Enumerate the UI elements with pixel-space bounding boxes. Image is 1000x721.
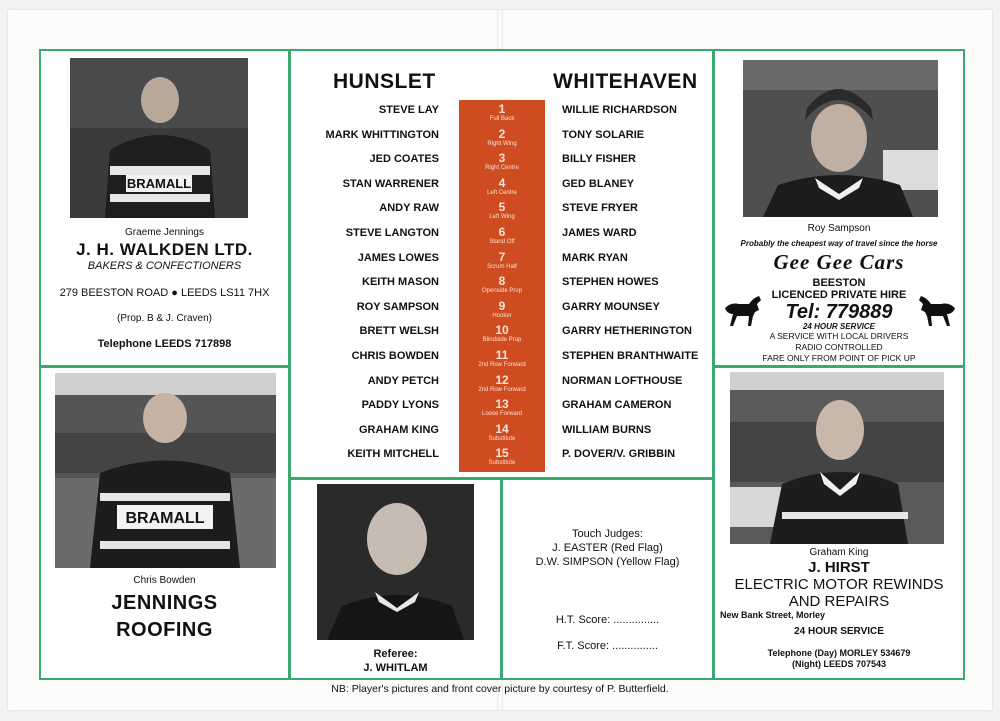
touch-judge-1: J. EASTER (Red Flag) bbox=[552, 542, 663, 554]
roy-sampson-photo bbox=[743, 60, 938, 217]
hirst-line1: ELECTRIC MOTOR REWINDS bbox=[734, 576, 944, 593]
business-name: J. H. WALKDEN LTD. bbox=[76, 240, 253, 259]
geegee-line3: FARE ONLY FROM POINT OF PICK UP bbox=[762, 353, 916, 363]
business-telephone: Telephone LEEDS 717898 bbox=[97, 338, 232, 350]
home-team-heading: HUNSLET bbox=[333, 70, 436, 93]
home-player-name: ROY SAMPSON bbox=[356, 300, 439, 313]
position-label: Blindside Prop bbox=[482, 337, 522, 344]
position-label: Loose Forward bbox=[481, 411, 523, 418]
jennings-advert-panel bbox=[39, 366, 290, 680]
hirst-address: New Bank Street, Morley bbox=[720, 610, 826, 620]
business-address: 279 BEESTON ROAD ● LEEDS LS11 7HX bbox=[59, 287, 270, 299]
walkden-advert-panel bbox=[39, 49, 290, 367]
photo-credit-footer: NB: Player's pictures and front cover picture by courtesy of P. Butterfield. bbox=[331, 683, 669, 695]
officials-panel bbox=[501, 478, 714, 680]
away-player-name: STEPHEN BRANTHWAITE bbox=[562, 350, 699, 362]
hirst-tel-night: (Night) LEEDS 707543 bbox=[791, 659, 887, 669]
photo-caption: Chris Bowden bbox=[133, 575, 196, 586]
graeme-jennings-photo bbox=[70, 58, 248, 218]
referee-name: J. WHITLAM bbox=[363, 662, 428, 674]
home-player-name: JED COATES bbox=[369, 153, 439, 166]
business-proprietors: (Prop. B & J. Craven) bbox=[116, 313, 213, 324]
away-player-name: GRAHAM CAMERON bbox=[562, 399, 672, 412]
position-label: Full Back bbox=[489, 116, 515, 122]
home-player-name: CHRIS BOWDEN bbox=[351, 350, 439, 362]
away-player-name: GARRY HETHERINGTON bbox=[562, 325, 692, 338]
geegee-telephone: Tel: 779889 bbox=[785, 301, 893, 323]
away-player-name: P. DOVER/V. GRIBBIN bbox=[562, 448, 676, 461]
away-player-name: TONY SOLARIE bbox=[562, 128, 645, 141]
away-player-name: GED BLANEY bbox=[562, 177, 635, 190]
photo-caption: Graeme Jennings bbox=[125, 227, 204, 238]
shirt-number: 9 bbox=[498, 298, 506, 313]
horse-left-icon bbox=[721, 294, 765, 328]
photo-caption: Roy Sampson bbox=[807, 223, 871, 234]
shirt-number-column bbox=[459, 100, 545, 472]
home-player-name: STEVE LANGTON bbox=[345, 227, 439, 239]
position-label: 2nd Row Forward bbox=[478, 386, 526, 393]
home-player-name: ANDY PETCH bbox=[367, 374, 439, 387]
shirt-sponsor-text: BRAMALL bbox=[125, 510, 205, 527]
away-player-name: BILLY FISHER bbox=[562, 153, 636, 166]
home-player-name: STAN WARRENER bbox=[342, 177, 439, 190]
shirt-number: 3 bbox=[498, 151, 506, 166]
full-time-score: F.T. Score: ............... bbox=[557, 640, 658, 652]
hirst-service: 24 HOUR SERVICE bbox=[794, 626, 884, 637]
chris-bowden-photo bbox=[55, 373, 276, 568]
shirt-number: 8 bbox=[498, 274, 506, 289]
touch-judge-2: D.W. SIMPSON (Yellow Flag) bbox=[535, 556, 680, 568]
position-label: Left Centre bbox=[487, 189, 517, 196]
position-label: Right Centre bbox=[485, 165, 519, 172]
horse-right-icon bbox=[915, 294, 959, 328]
shirt-number: 2 bbox=[498, 126, 506, 141]
geegee-tagline: Probably the cheapest way of travel since the horse bbox=[740, 239, 938, 248]
position-label: Left Wing bbox=[489, 214, 515, 221]
hirst-tel-day: Telephone (Day) MORLEY 534679 bbox=[767, 648, 911, 658]
home-player-name: ANDY RAW bbox=[379, 202, 439, 215]
geegee-brand: Gee Gee Cars bbox=[773, 250, 905, 274]
geegee-service: 24 HOUR SERVICE bbox=[802, 322, 876, 331]
away-player-name: STEPHEN HOWES bbox=[562, 276, 659, 289]
shirt-number: 12 bbox=[495, 372, 509, 387]
shirt-number: 6 bbox=[498, 225, 506, 239]
shirt-number: 14 bbox=[495, 421, 509, 436]
geegee-line2: RADIO CONTROLLED bbox=[795, 342, 883, 352]
graham-king-photo bbox=[730, 372, 944, 544]
referee-photo bbox=[317, 484, 474, 640]
away-player-name: NORMAN LOFTHOUSE bbox=[562, 374, 683, 387]
shirt-number: 13 bbox=[495, 397, 509, 412]
half-time-score: H.T. Score: ............... bbox=[555, 614, 660, 626]
away-team-heading: WHITEHAVEN bbox=[553, 70, 698, 93]
shirt-number: 10 bbox=[495, 323, 509, 338]
position-label: Right Wing bbox=[487, 140, 517, 147]
home-player-name: KEITH MASON bbox=[362, 276, 439, 289]
home-player-name: KEITH MITCHELL bbox=[347, 448, 439, 461]
home-player-name: STEVE LAY bbox=[378, 104, 439, 116]
away-player-name: JAMES WARD bbox=[562, 227, 637, 239]
away-player-name: WILLIE RICHARDSON bbox=[562, 104, 677, 116]
position-label: Substitute bbox=[488, 460, 516, 467]
away-player-name: WILLIAM BURNS bbox=[562, 423, 652, 436]
photo-caption: Graham King bbox=[809, 547, 869, 558]
shirt-number: 15 bbox=[495, 446, 509, 461]
shirt-number: 11 bbox=[495, 348, 509, 362]
shirt-number: 7 bbox=[498, 249, 506, 264]
home-player-name: BRETT WELSH bbox=[359, 325, 439, 338]
jennings-line1: JENNINGS bbox=[111, 592, 218, 614]
away-player-name: MARK RYAN bbox=[562, 251, 628, 264]
business-trade: BAKERS & CONFECTIONERS bbox=[87, 260, 242, 272]
hirst-line2: AND REPAIRS bbox=[788, 593, 890, 610]
geegee-licence: LICENCED PRIVATE HIRE bbox=[771, 289, 907, 301]
shirt-number: 4 bbox=[498, 175, 506, 190]
home-player-name: MARK WHITTINGTON bbox=[325, 128, 439, 141]
referee-label: Referee: bbox=[373, 648, 418, 660]
home-player-name: PADDY LYONS bbox=[361, 399, 439, 412]
position-label: Stand Off bbox=[489, 239, 515, 245]
position-label: Hooker bbox=[492, 312, 512, 319]
shirt-number: 1 bbox=[498, 102, 506, 116]
touch-judges-heading: Touch Judges: bbox=[572, 528, 643, 540]
jennings-line2: ROOFING bbox=[116, 619, 213, 641]
geegee-place: BEESTON bbox=[812, 277, 866, 289]
geegee-cars-advert-panel bbox=[713, 49, 965, 367]
shirt-sponsor-text: BRAMALL bbox=[126, 176, 192, 191]
referee-panel bbox=[289, 478, 502, 680]
position-label: 2nd Row Forward bbox=[478, 362, 526, 368]
shirt-number: 5 bbox=[498, 200, 506, 215]
home-player-name: GRAHAM KING bbox=[358, 423, 439, 436]
position-label: Scrum Half bbox=[487, 263, 517, 270]
away-player-name: STEVE FRYER bbox=[562, 202, 638, 215]
hirst-name: J. HIRST bbox=[808, 559, 870, 576]
position-label: Substitute bbox=[488, 435, 516, 442]
geegee-line1: A SERVICE WITH LOCAL DRIVERS bbox=[769, 331, 909, 341]
hirst-advert-panel bbox=[713, 366, 965, 680]
home-player-name: JAMES LOWES bbox=[357, 251, 439, 264]
position-label: Openside Prop bbox=[481, 288, 523, 295]
away-player-name: GARRY MOUNSEY bbox=[562, 300, 660, 313]
